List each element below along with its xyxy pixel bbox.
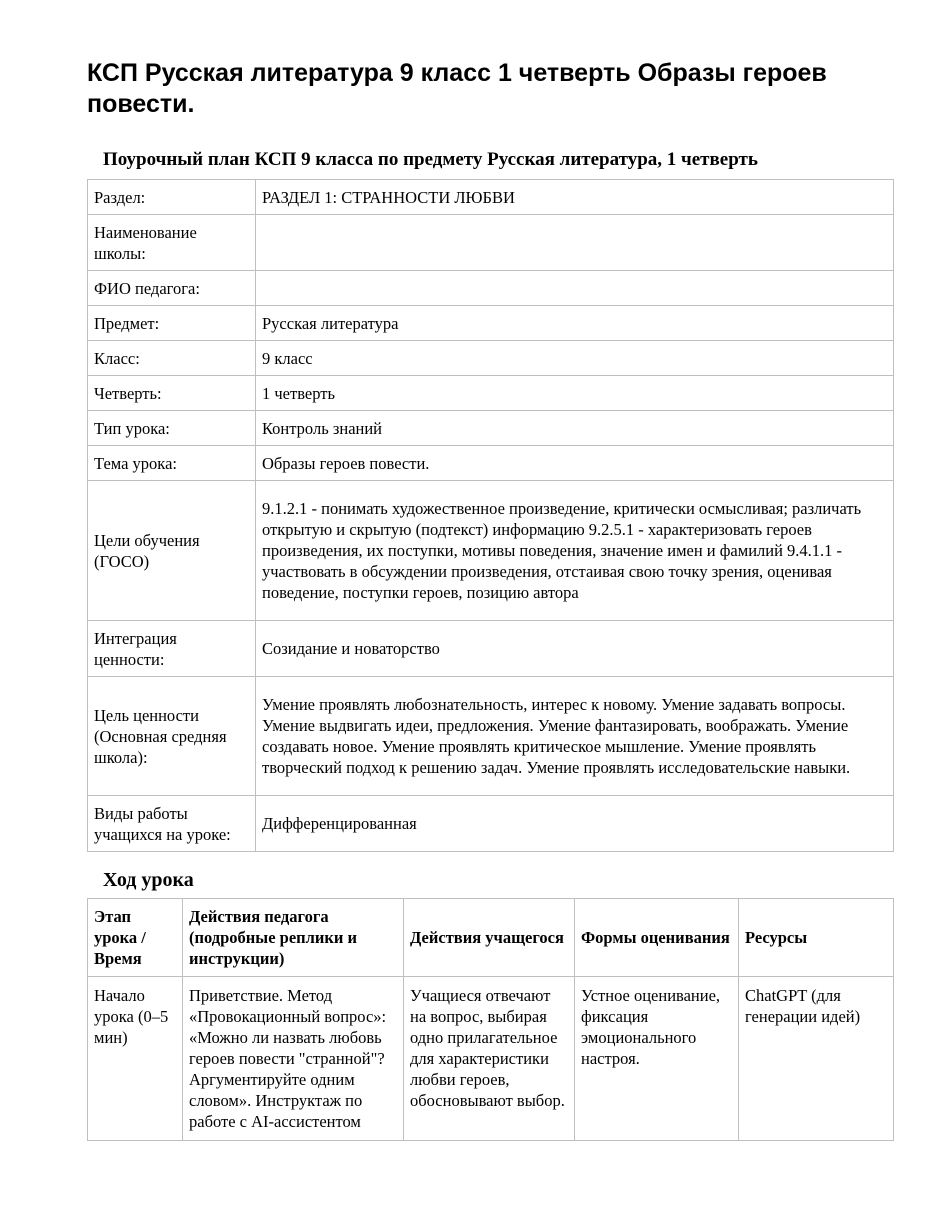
lesson-table bbox=[87, 898, 894, 1141]
column-header-resources: Ресурсы bbox=[739, 899, 894, 977]
table-header-row bbox=[88, 899, 894, 977]
info-label: Раздел: bbox=[88, 180, 256, 215]
info-value: РАЗДЕЛ 1: СТРАННОСТИ ЛЮБВИ bbox=[256, 180, 894, 215]
info-label: Тип урока: bbox=[88, 411, 256, 446]
page-title: КСП Русская литература 9 класс 1 четверть Образы героев повести. bbox=[87, 59, 827, 118]
stage-cell: Начало урока (0–5 мин) bbox=[88, 977, 183, 1141]
table-row bbox=[88, 481, 894, 621]
info-value: 9 класс bbox=[256, 341, 894, 376]
info-value: 1 четверть bbox=[256, 376, 894, 411]
info-table bbox=[87, 179, 894, 852]
table-row bbox=[88, 376, 894, 411]
table-row bbox=[88, 215, 894, 271]
info-label: Класс: bbox=[88, 341, 256, 376]
assessment-cell: Устное оценивание, фиксация эмоционального настроя. bbox=[575, 977, 739, 1141]
resources-cell: ChatGPT (для генерации идей) bbox=[739, 977, 894, 1141]
table-row bbox=[88, 341, 894, 376]
table-row bbox=[88, 796, 894, 852]
table-row bbox=[88, 677, 894, 796]
table-row bbox=[88, 977, 894, 1141]
plan-subtitle: Поурочный план КСП 9 класса по предмету Русская литература, 1 четверть bbox=[103, 149, 758, 170]
lesson-section-title: Ход урока bbox=[103, 869, 194, 891]
info-value: Образы героев повести. bbox=[256, 446, 894, 481]
info-value: Контроль знаний bbox=[256, 411, 894, 446]
info-value bbox=[256, 271, 894, 306]
table-row bbox=[88, 411, 894, 446]
column-header-assessment: Формы оценивания bbox=[575, 899, 739, 977]
info-label: Тема урока: bbox=[88, 446, 256, 481]
info-value: Дифференцированная bbox=[256, 796, 894, 852]
info-label: Виды работы учащихся на уроке: bbox=[88, 796, 256, 852]
info-label: Наименование школы: bbox=[88, 215, 256, 271]
table-row bbox=[88, 446, 894, 481]
info-label: Цели обучения (ГОСО) bbox=[88, 481, 256, 621]
info-label: Предмет: bbox=[88, 306, 256, 341]
info-label: Четверть: bbox=[88, 376, 256, 411]
column-header-stage: Этап урока / Время bbox=[88, 899, 183, 977]
info-label: Цель ценности (Основная средняя школа): bbox=[88, 677, 256, 796]
info-value: Русская литература bbox=[256, 306, 894, 341]
student-cell: Учащиеся отвечают на вопрос, выбирая одно прилагательное для характеристики любви героев, обосновывают выбор. bbox=[404, 977, 575, 1141]
table-row bbox=[88, 306, 894, 341]
column-header-teacher: Действия педагога (подробные реплики и инструкции) bbox=[183, 899, 404, 977]
column-header-student: Действия учащегося bbox=[404, 899, 575, 977]
info-label: ФИО педагога: bbox=[88, 271, 256, 306]
table-row bbox=[88, 621, 894, 677]
info-value: Созидание и новаторство bbox=[256, 621, 894, 677]
info-value bbox=[256, 215, 894, 271]
info-label: Интеграция ценности: bbox=[88, 621, 256, 677]
info-value: 9.1.2.1 - понимать художественное произведение, критически осмысливая; различать открытую и скрытую (подтекст) информацию 9.2.5.1 - характеризовать героев произведения, их поступки, мотивы поведения, значение имен и фамилий 9.4.1.1 - участвовать в обсуждении произведения, отстаивая свою точку зрения, оценивая поведение, поступки героев, позицию автора bbox=[256, 481, 894, 621]
teacher-cell: Приветствие. Метод «Провокационный вопрос»: «Можно ли назвать любовь героев повести "странной"? Аргументируйте одним словом». Инструктаж по работе с AI-ассистентом bbox=[183, 977, 404, 1141]
table-row bbox=[88, 180, 894, 215]
table-row bbox=[88, 271, 894, 306]
info-value: Умение проявлять любознательность, интерес к новому. Умение задавать вопросы. Умение выдвигать идеи, предложения. Умение фантазировать, воображать. Умение создавать новое. Умение проявлять критическое мышление. Умение проявлять творческий подход к решению задач. Умение проявлять исследовательские навыки. bbox=[256, 677, 894, 796]
